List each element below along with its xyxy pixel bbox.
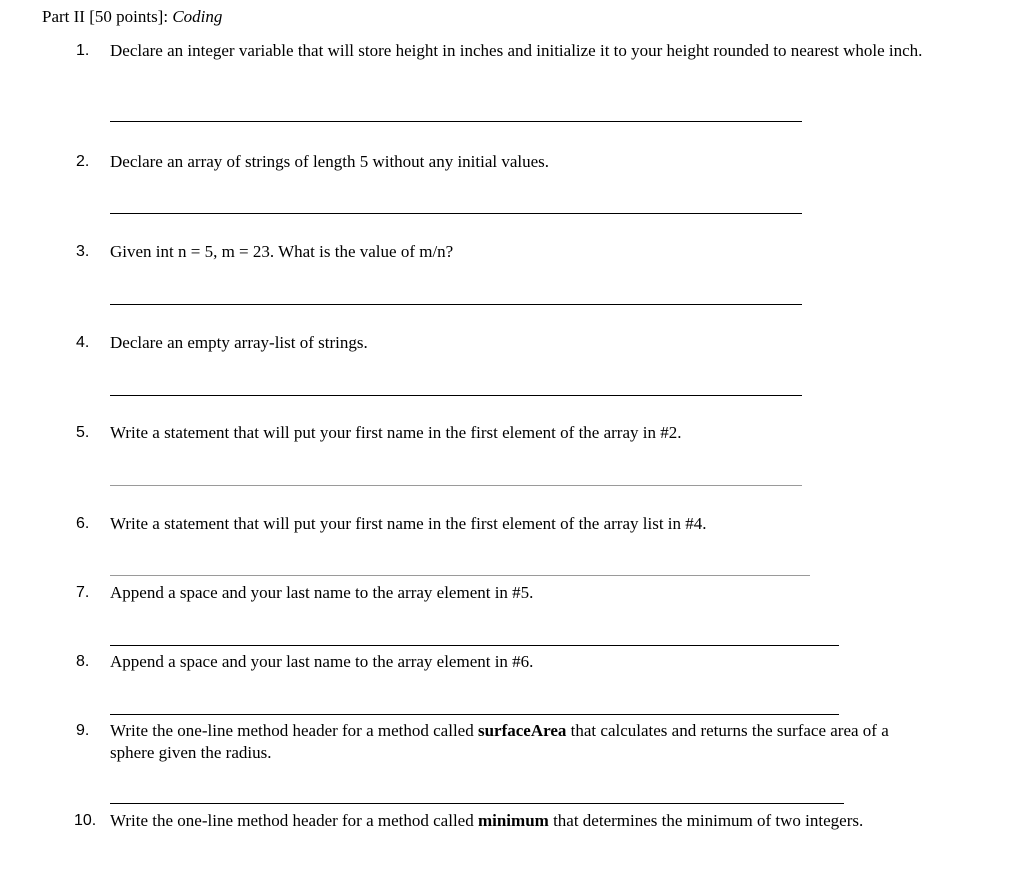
question-text: Declare an array of strings of length 5 without any initial values. <box>110 152 550 171</box>
question-text-end: that calculates and returns the surface area of a sphere given the radius. <box>110 721 889 762</box>
answer-line-6[interactable] <box>110 575 810 576</box>
question-text <box>110 720 930 764</box>
method-name: surfaceArea <box>477 721 567 740</box>
question-number: 3. <box>76 243 90 260</box>
answer-line-2[interactable] <box>110 213 802 214</box>
answer-line-3[interactable] <box>110 304 802 305</box>
question-number: 1. <box>76 42 90 59</box>
question-text: Write a statement that will put your first name in the first element of the array list in #4. <box>110 514 707 533</box>
question-text: Declare an integer variable that will store height in inches and initialize it to your height rounded to nearest whole inch. <box>110 41 923 60</box>
question-text-start: Write the one-line method header for a method called <box>110 811 478 830</box>
answer-line-8[interactable] <box>110 714 839 715</box>
question-text: Declare an empty array-list of strings. <box>110 333 368 352</box>
question-text: Write a statement that will put your first name in the first element of the array in #2. <box>110 423 682 442</box>
method-name: minimum <box>477 811 549 830</box>
question-number: 10. <box>74 812 97 829</box>
question-text-start: Write the one-line method header for a method called <box>110 721 478 740</box>
question-text <box>110 810 930 832</box>
answer-line-7[interactable] <box>110 645 839 646</box>
question-number: 2. <box>76 153 90 170</box>
section-heading-subject: Coding <box>172 7 223 26</box>
question-text: Given int n = 5, m = 23. What is the value of m/n? <box>110 242 454 261</box>
question-number: 9. <box>76 722 90 739</box>
question-text: Append a space and your last name to the array element in #6. <box>110 652 534 671</box>
answer-line-9[interactable] <box>110 803 844 804</box>
question-text: Append a space and your last name to the array element in #5. <box>110 583 534 602</box>
question-number: 6. <box>76 515 90 532</box>
question-number: 7. <box>76 584 90 601</box>
answer-line-5[interactable] <box>110 485 802 486</box>
question-number: 4. <box>76 334 90 351</box>
question-number: 8. <box>76 653 90 670</box>
question-number: 5. <box>76 424 90 441</box>
section-heading-label: Part II [50 points]: <box>42 7 173 26</box>
question-text-end: that determines the minimum of two integers. <box>548 811 864 830</box>
section-heading <box>42 6 222 28</box>
answer-line-4[interactable] <box>110 395 802 396</box>
answer-line-1[interactable] <box>110 121 802 122</box>
